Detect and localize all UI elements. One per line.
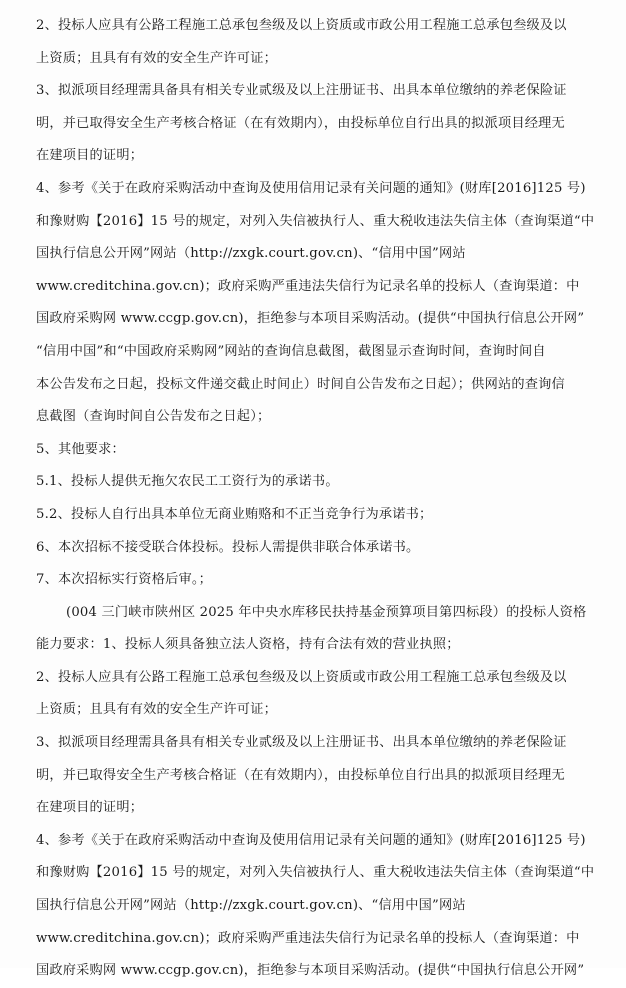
text-line: 2、投标人应具有公路工程施工总承包叁级及以上资质或市政公用工程施工总承包叁级及以: [36, 18, 567, 33]
text-line: 在建项目的证明；: [36, 148, 144, 164]
text-line: 国政府采购网 www.ccgp.gov.cn)，拒绝参与本项目采购活动。(提供“中国执行信息公开网”: [36, 963, 585, 979]
text-line: 本公告发布之日起，投标文件递交截止时间止）时间自公告发布之日起）；供网站的查询信: [36, 376, 565, 392]
text-line: 上资质；且具有有效的安全生产许可证；: [36, 702, 277, 718]
text-line: 7、本次招标实行资格后审。；: [36, 572, 213, 588]
text-line: 明，并已取得安全生产考核合格证（在有效期内），由投标单位自行出具的拟派项目经理无: [36, 767, 565, 783]
text-line: 6、本次招标不接受联合体投标。投标人需提供非联合体承诺书。: [36, 539, 420, 555]
text-line: 和豫财购【2016】15 号的规定，对列入失信被执行人、重大税收违法失信主体（查询渠道“中: [36, 865, 595, 881]
text-line: 国政府采购网 www.ccgp.gov.cn)，拒绝参与本项目采购活动。(提供“中国执行信息公开网”: [36, 311, 585, 327]
text-line: 国执行信息公开网”网站（http://zxgk.court.gov.cn)、“信用中国”网站: [36, 898, 466, 914]
text-line: www.creditchina.gov.cn)；政府采购严重违法失信行为记录名单的投标人（查询渠道：中: [36, 278, 580, 294]
text-line: 5.2、投标人自行出具本单位无商业贿赂和不正当竞争行为承诺书；: [36, 506, 433, 522]
text-line: (004 三门峡市陕州区 2025 年中央水库移民扶持基金预算项目第四标段）的投标人资格: [66, 604, 587, 620]
text-line: 能力要求：1、投标人须具备独立法人资格，持有合法有效的营业执照；: [36, 637, 460, 653]
text-line: “信用中国”和“中国政府采购网”网站的查询信息截图，截图显示查询时间，查询时间自: [36, 343, 546, 359]
text-line: 明，并已取得安全生产考核合格证（在有效期内），由投标单位自行出具的拟派项目经理无: [36, 115, 565, 131]
text-line: 在建项目的证明；: [36, 800, 144, 816]
text-line: 3、拟派项目经理需具备具有相关专业贰级及以上注册证书、出具本单位缴纳的养老保险证: [36, 83, 567, 99]
text-line: www.creditchina.gov.cn)；政府采购严重违法失信行为记录名单的投标人（查询渠道：中: [36, 930, 580, 946]
text-line: 息截图（查询时间自公告发布之日起）；: [36, 409, 271, 425]
text-line: 和豫财购【2016】15 号的规定，对列入失信被执行人、重大税收违法失信主体（查询渠道“中: [36, 213, 595, 229]
text-line: 国执行信息公开网”网站（http://zxgk.court.gov.cn)、“信用中国”网站: [36, 246, 466, 262]
text-line: 2、投标人应具有公路工程施工总承包叁级及以上资质或市政公用工程施工总承包叁级及以: [36, 669, 567, 685]
text-line: 4、参考《关于在政府采购活动中查询及使用信用记录有关问题的通知》(财库[2016]125 号): [36, 180, 586, 196]
text-line: 4、参考《关于在政府采购活动中查询及使用信用记录有关问题的通知》(财库[2016]125 号): [36, 832, 586, 848]
text-line: 5、其他要求：: [36, 441, 125, 457]
text-line: 3、拟派项目经理需具备具有相关专业贰级及以上注册证书、出具本单位缴纳的养老保险证: [36, 735, 567, 751]
text-line: 5.1、投标人提供无拖欠农民工工资行为的承诺书。: [36, 474, 339, 490]
text-line: 上资质；且具有有效的安全生产许可证；: [36, 50, 277, 66]
